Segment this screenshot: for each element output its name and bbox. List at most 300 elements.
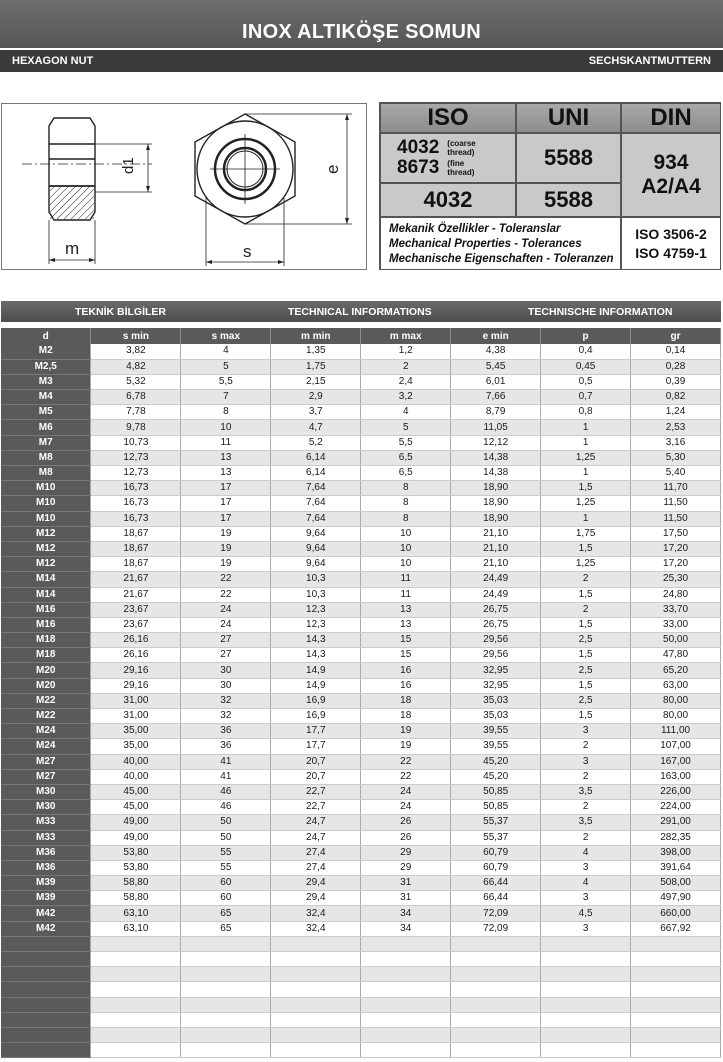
- technical-drawing: [1, 103, 367, 270]
- cell-value: [361, 936, 451, 951]
- cell-value: 26,75: [451, 602, 541, 617]
- cell-value: [271, 982, 361, 997]
- cell-value: 72,09: [451, 906, 541, 921]
- cell-value: 19: [361, 724, 451, 739]
- cell-value: 2: [541, 830, 631, 845]
- table-row: [1, 815, 721, 830]
- cell-value: 32: [181, 693, 271, 708]
- cell-value: 12,73: [91, 450, 181, 465]
- cell-value: 3: [541, 724, 631, 739]
- cell-value: 5: [181, 359, 271, 374]
- cell-value: 8: [361, 481, 451, 496]
- cell-value: 0,14: [631, 344, 721, 359]
- cell-value: 21,10: [451, 557, 541, 572]
- cell-value: [541, 936, 631, 951]
- cell-size: [1, 967, 91, 982]
- cell-value: 3,7: [271, 405, 361, 420]
- subtitle-bar: [0, 50, 723, 72]
- cell-value: 224,00: [631, 800, 721, 815]
- cell-size: M27: [1, 754, 91, 769]
- cell-value: 29: [361, 845, 451, 860]
- mech-props-tr: Mekanik Özellikler - Toleranslar: [389, 223, 561, 235]
- cell-value: 398,00: [631, 845, 721, 860]
- cell-value: 1,35: [271, 344, 361, 359]
- iso-8673: 8673: [397, 157, 440, 178]
- cell-size: M36: [1, 860, 91, 875]
- cell-value: 15: [361, 633, 451, 648]
- cell-value: 2,15: [271, 374, 361, 389]
- table-row: [1, 1012, 721, 1027]
- cell-size: M12: [1, 526, 91, 541]
- side-view: [22, 118, 152, 264]
- cell-value: [631, 952, 721, 967]
- table-row: [1, 845, 721, 860]
- cell-value: 23,67: [91, 602, 181, 617]
- cell-value: 40,00: [91, 754, 181, 769]
- cell-value: 4,38: [451, 344, 541, 359]
- cell-value: 26,16: [91, 648, 181, 663]
- cell-size: M39: [1, 876, 91, 891]
- cell-value: 66,44: [451, 876, 541, 891]
- cell-value: 667,92: [631, 921, 721, 936]
- cell-value: 60,79: [451, 845, 541, 860]
- cell-value: [541, 1027, 631, 1042]
- cell-value: [91, 1027, 181, 1042]
- cell-value: 1,75: [271, 359, 361, 374]
- cell-value: 19: [181, 541, 271, 556]
- cell-value: 45,00: [91, 784, 181, 799]
- cell-value: 16: [361, 663, 451, 678]
- cell-value: [541, 952, 631, 967]
- page-title-bar: [0, 0, 723, 48]
- cell-size: M8: [1, 466, 91, 481]
- cell-value: [91, 1012, 181, 1027]
- cell-value: 1,25: [541, 450, 631, 465]
- column-header: s max: [181, 328, 271, 344]
- cell-size: M16: [1, 602, 91, 617]
- table-row: [1, 481, 721, 496]
- info-bar-en: TECHNICAL INFORMATIONS: [288, 306, 432, 318]
- cell-value: 6,14: [271, 450, 361, 465]
- table-row: [1, 435, 721, 450]
- cell-value: 1,5: [541, 541, 631, 556]
- cell-value: 60,79: [451, 860, 541, 875]
- cell-value: 3,5: [541, 815, 631, 830]
- cell-value: 55: [181, 860, 271, 875]
- cell-value: 5,30: [631, 450, 721, 465]
- cell-value: 22: [361, 754, 451, 769]
- cell-value: 8: [181, 405, 271, 420]
- cell-value: [91, 1043, 181, 1058]
- table-row: [1, 921, 721, 936]
- cell-value: 1,2: [361, 344, 451, 359]
- cell-value: 8: [361, 511, 451, 526]
- cell-value: 19: [181, 526, 271, 541]
- cell-value: 46: [181, 800, 271, 815]
- cell-size: M10: [1, 511, 91, 526]
- standards-box: [379, 102, 721, 270]
- cell-value: 50,85: [451, 800, 541, 815]
- cell-value: 2,5: [541, 663, 631, 678]
- cell-value: 63,10: [91, 906, 181, 921]
- cell-size: M27: [1, 769, 91, 784]
- cell-size: M24: [1, 724, 91, 739]
- cell-value: 0,4: [541, 344, 631, 359]
- cell-value: 9,64: [271, 526, 361, 541]
- table-row: [1, 1043, 721, 1058]
- cell-size: M3: [1, 374, 91, 389]
- info-bar-tr: TEKNİK BİLGİLER: [75, 306, 166, 318]
- cell-value: [631, 967, 721, 982]
- table-body: [1, 344, 721, 1058]
- cell-value: 27,4: [271, 845, 361, 860]
- cell-value: 22: [181, 587, 271, 602]
- cell-value: 39,55: [451, 739, 541, 754]
- label-s: s: [243, 242, 252, 261]
- cell-value: 53,80: [91, 845, 181, 860]
- cell-value: 7,78: [91, 405, 181, 420]
- table-row: [1, 511, 721, 526]
- uni-5588-second: 5588: [517, 184, 620, 216]
- table-row: [1, 390, 721, 405]
- cell-value: 65: [181, 906, 271, 921]
- cell-value: 22,7: [271, 784, 361, 799]
- cell-value: 27: [181, 648, 271, 663]
- cell-value: [451, 952, 541, 967]
- cell-value: [271, 997, 361, 1012]
- iso-4759-1: ISO 4759-1: [635, 244, 707, 261]
- cell-value: 39,55: [451, 724, 541, 739]
- cell-value: 55: [181, 845, 271, 860]
- cell-value: 12,12: [451, 435, 541, 450]
- cell-value: 4,82: [91, 359, 181, 374]
- cell-size: [1, 952, 91, 967]
- table-row: [1, 754, 721, 769]
- cell-value: 7,64: [271, 511, 361, 526]
- iso-3506-2: ISO 3506-2: [635, 225, 707, 242]
- cell-size: M12: [1, 541, 91, 556]
- cell-value: 4: [541, 876, 631, 891]
- cell-value: 35,03: [451, 709, 541, 724]
- table-row: [1, 526, 721, 541]
- cell-size: M2: [1, 344, 91, 359]
- cell-value: 29,16: [91, 678, 181, 693]
- table-row: [1, 405, 721, 420]
- cell-value: 29,56: [451, 633, 541, 648]
- standard-header-din: DIN: [622, 104, 720, 132]
- cell-value: 40,00: [91, 769, 181, 784]
- cell-value: 24,7: [271, 830, 361, 845]
- cell-size: [1, 1043, 91, 1058]
- cell-value: 8: [361, 496, 451, 511]
- cell-value: 35,03: [451, 693, 541, 708]
- cell-value: 19: [361, 739, 451, 754]
- cell-size: M14: [1, 587, 91, 602]
- cell-value: 6,78: [91, 390, 181, 405]
- cell-value: 32: [181, 709, 271, 724]
- cell-value: 13: [361, 602, 451, 617]
- cell-size: M24: [1, 739, 91, 754]
- cell-value: 5,45: [451, 359, 541, 374]
- label-d1: d1: [120, 157, 137, 174]
- label-e: e: [323, 164, 342, 174]
- cell-value: 49,00: [91, 815, 181, 830]
- din-a2a4: A2/A4: [641, 175, 701, 198]
- fine-thread-note-1: (fine: [447, 159, 465, 168]
- cell-value: 24: [181, 617, 271, 632]
- cell-value: 26,75: [451, 617, 541, 632]
- cell-value: 4,5: [541, 906, 631, 921]
- cell-value: 45,20: [451, 769, 541, 784]
- cell-value: 34: [361, 921, 451, 936]
- cell-value: 46: [181, 784, 271, 799]
- cell-value: 21,10: [451, 526, 541, 541]
- cell-value: 15: [361, 648, 451, 663]
- table-row: [1, 952, 721, 967]
- dimensions-table: [1, 328, 721, 1058]
- cell-value: [451, 967, 541, 982]
- cell-size: M30: [1, 784, 91, 799]
- cell-value: 226,00: [631, 784, 721, 799]
- cell-value: 3,2: [361, 390, 451, 405]
- cell-value: 65: [181, 921, 271, 936]
- cell-value: 31,00: [91, 709, 181, 724]
- table-row: [1, 359, 721, 374]
- cell-value: 1: [541, 511, 631, 526]
- cell-value: 6,14: [271, 466, 361, 481]
- cell-size: M4: [1, 390, 91, 405]
- cell-value: 3: [541, 754, 631, 769]
- cell-size: M20: [1, 663, 91, 678]
- cell-value: 29,56: [451, 648, 541, 663]
- cell-value: 12,73: [91, 466, 181, 481]
- cell-value: [271, 1027, 361, 1042]
- page-title: INOX ALTIKÖŞE SOMUN: [241, 21, 482, 43]
- cell-value: 4,7: [271, 420, 361, 435]
- cell-value: [451, 982, 541, 997]
- cell-value: 26: [361, 815, 451, 830]
- cell-value: 20,7: [271, 769, 361, 784]
- mech-props-de: Mechanische Eigenschaften - Toleranzen: [389, 253, 614, 265]
- cell-size: [1, 1027, 91, 1042]
- table-row: [1, 891, 721, 906]
- cell-value: [91, 967, 181, 982]
- cell-value: 13: [181, 450, 271, 465]
- cell-value: 0,28: [631, 359, 721, 374]
- cell-value: [451, 1027, 541, 1042]
- cell-size: M5: [1, 405, 91, 420]
- cell-size: M39: [1, 891, 91, 906]
- cell-value: 24,49: [451, 587, 541, 602]
- cell-value: 47,80: [631, 648, 721, 663]
- cell-value: 11,70: [631, 481, 721, 496]
- cell-value: 1,24: [631, 405, 721, 420]
- cell-size: M36: [1, 845, 91, 860]
- cell-value: [181, 1027, 271, 1042]
- mechanical-properties-cell: [381, 218, 620, 269]
- cell-value: 4: [361, 405, 451, 420]
- table-row: [1, 769, 721, 784]
- cell-value: 12,3: [271, 617, 361, 632]
- cell-value: 55,37: [451, 830, 541, 845]
- cell-value: 21,10: [451, 541, 541, 556]
- cell-value: 282,35: [631, 830, 721, 845]
- mech-props-en: Mechanical Properties - Tolerances: [389, 238, 582, 250]
- cell-value: 111,00: [631, 724, 721, 739]
- cell-value: [361, 967, 451, 982]
- cell-value: 29,16: [91, 663, 181, 678]
- cell-size: M10: [1, 496, 91, 511]
- cell-value: [361, 1012, 451, 1027]
- cell-value: 2: [541, 769, 631, 784]
- table-row: [1, 1027, 721, 1042]
- cell-value: 5,5: [361, 435, 451, 450]
- cell-value: 11,05: [451, 420, 541, 435]
- cell-value: 2: [541, 572, 631, 587]
- column-header: gr: [631, 328, 721, 344]
- cell-value: [271, 1043, 361, 1058]
- cell-value: 63,00: [631, 678, 721, 693]
- cell-value: 13: [361, 617, 451, 632]
- cell-value: 27: [181, 633, 271, 648]
- cell-value: 31,00: [91, 693, 181, 708]
- cell-value: [361, 1027, 451, 1042]
- cell-value: 17,20: [631, 541, 721, 556]
- cell-value: 5,5: [181, 374, 271, 389]
- column-header: p: [541, 328, 631, 344]
- cell-value: 27,4: [271, 860, 361, 875]
- cell-value: 35,00: [91, 724, 181, 739]
- cell-value: [181, 982, 271, 997]
- cell-value: 14,3: [271, 648, 361, 663]
- cell-value: 32,4: [271, 906, 361, 921]
- cell-value: [631, 1012, 721, 1027]
- cell-value: 10: [361, 541, 451, 556]
- column-header: m max: [361, 328, 451, 344]
- cell-size: [1, 936, 91, 951]
- cell-value: 3: [541, 891, 631, 906]
- cell-value: 7,66: [451, 390, 541, 405]
- cell-value: 33,70: [631, 602, 721, 617]
- cell-value: [361, 1043, 451, 1058]
- table-row: [1, 572, 721, 587]
- cell-value: 16: [361, 678, 451, 693]
- cell-value: 0,82: [631, 390, 721, 405]
- cell-value: 34: [361, 906, 451, 921]
- cell-value: 10: [361, 526, 451, 541]
- standard-header-iso: ISO: [381, 104, 515, 132]
- cell-value: 65,20: [631, 663, 721, 678]
- cell-value: [181, 1012, 271, 1027]
- hex-nut-drawing: [2, 104, 366, 269]
- cell-value: [451, 997, 541, 1012]
- fine-thread-note-2: thread): [447, 168, 475, 177]
- label-m: m: [65, 239, 80, 258]
- table-header-row: [1, 328, 721, 344]
- cell-value: 60: [181, 876, 271, 891]
- table-row: [1, 344, 721, 359]
- cell-value: 1,5: [541, 617, 631, 632]
- cell-size: M14: [1, 572, 91, 587]
- cell-value: 3,5: [541, 784, 631, 799]
- cell-value: 58,80: [91, 876, 181, 891]
- cell-value: 26: [361, 830, 451, 845]
- table-row: [1, 800, 721, 815]
- cell-value: 5,40: [631, 466, 721, 481]
- cell-value: 508,00: [631, 876, 721, 891]
- cell-value: 41: [181, 754, 271, 769]
- table-row: [1, 663, 721, 678]
- cell-value: [631, 1043, 721, 1058]
- cell-value: [271, 936, 361, 951]
- column-header: m min: [271, 328, 361, 344]
- cell-value: 163,00: [631, 769, 721, 784]
- cell-size: M42: [1, 906, 91, 921]
- table-row: [1, 906, 721, 921]
- cell-value: 3,16: [631, 435, 721, 450]
- table-row: [1, 602, 721, 617]
- table-row: [1, 784, 721, 799]
- cell-value: 16,9: [271, 693, 361, 708]
- cell-value: 2,5: [541, 693, 631, 708]
- cell-value: 6,5: [361, 466, 451, 481]
- cell-value: [631, 936, 721, 951]
- cell-value: 24,7: [271, 815, 361, 830]
- table-row: [1, 617, 721, 632]
- cell-value: 24,80: [631, 587, 721, 602]
- cell-value: 66,44: [451, 891, 541, 906]
- cell-value: 1,5: [541, 678, 631, 693]
- table-row: [1, 466, 721, 481]
- tolerance-standards-cell: [622, 218, 720, 269]
- cell-size: M8: [1, 450, 91, 465]
- cell-value: [541, 967, 631, 982]
- cell-value: 17,7: [271, 724, 361, 739]
- cell-value: [451, 936, 541, 951]
- column-header: d: [1, 328, 91, 344]
- cell-value: 80,00: [631, 693, 721, 708]
- cell-value: 1,75: [541, 526, 631, 541]
- table-row: [1, 557, 721, 572]
- cell-value: 13: [181, 466, 271, 481]
- table-row: [1, 420, 721, 435]
- cell-value: 6,5: [361, 450, 451, 465]
- iso-codes-cell: [381, 134, 515, 182]
- cell-value: 14,38: [451, 466, 541, 481]
- cell-value: 18,90: [451, 481, 541, 496]
- table-row: [1, 724, 721, 739]
- cell-value: 10,73: [91, 435, 181, 450]
- cell-size: M12: [1, 557, 91, 572]
- cell-value: [271, 952, 361, 967]
- iso-4032: 4032: [397, 137, 440, 158]
- cell-value: 21,67: [91, 587, 181, 602]
- cell-value: 4: [181, 344, 271, 359]
- cell-value: 16,73: [91, 511, 181, 526]
- cell-value: 18,67: [91, 526, 181, 541]
- cell-value: 9,78: [91, 420, 181, 435]
- cell-value: [181, 997, 271, 1012]
- cell-value: 50: [181, 815, 271, 830]
- technical-info-bar: [1, 301, 721, 322]
- cell-value: [451, 1043, 541, 1058]
- cell-value: 1: [541, 435, 631, 450]
- cell-value: 7: [181, 390, 271, 405]
- cell-value: 1: [541, 466, 631, 481]
- cell-value: 55,37: [451, 815, 541, 830]
- cell-value: 3,82: [91, 344, 181, 359]
- table-row: [1, 936, 721, 951]
